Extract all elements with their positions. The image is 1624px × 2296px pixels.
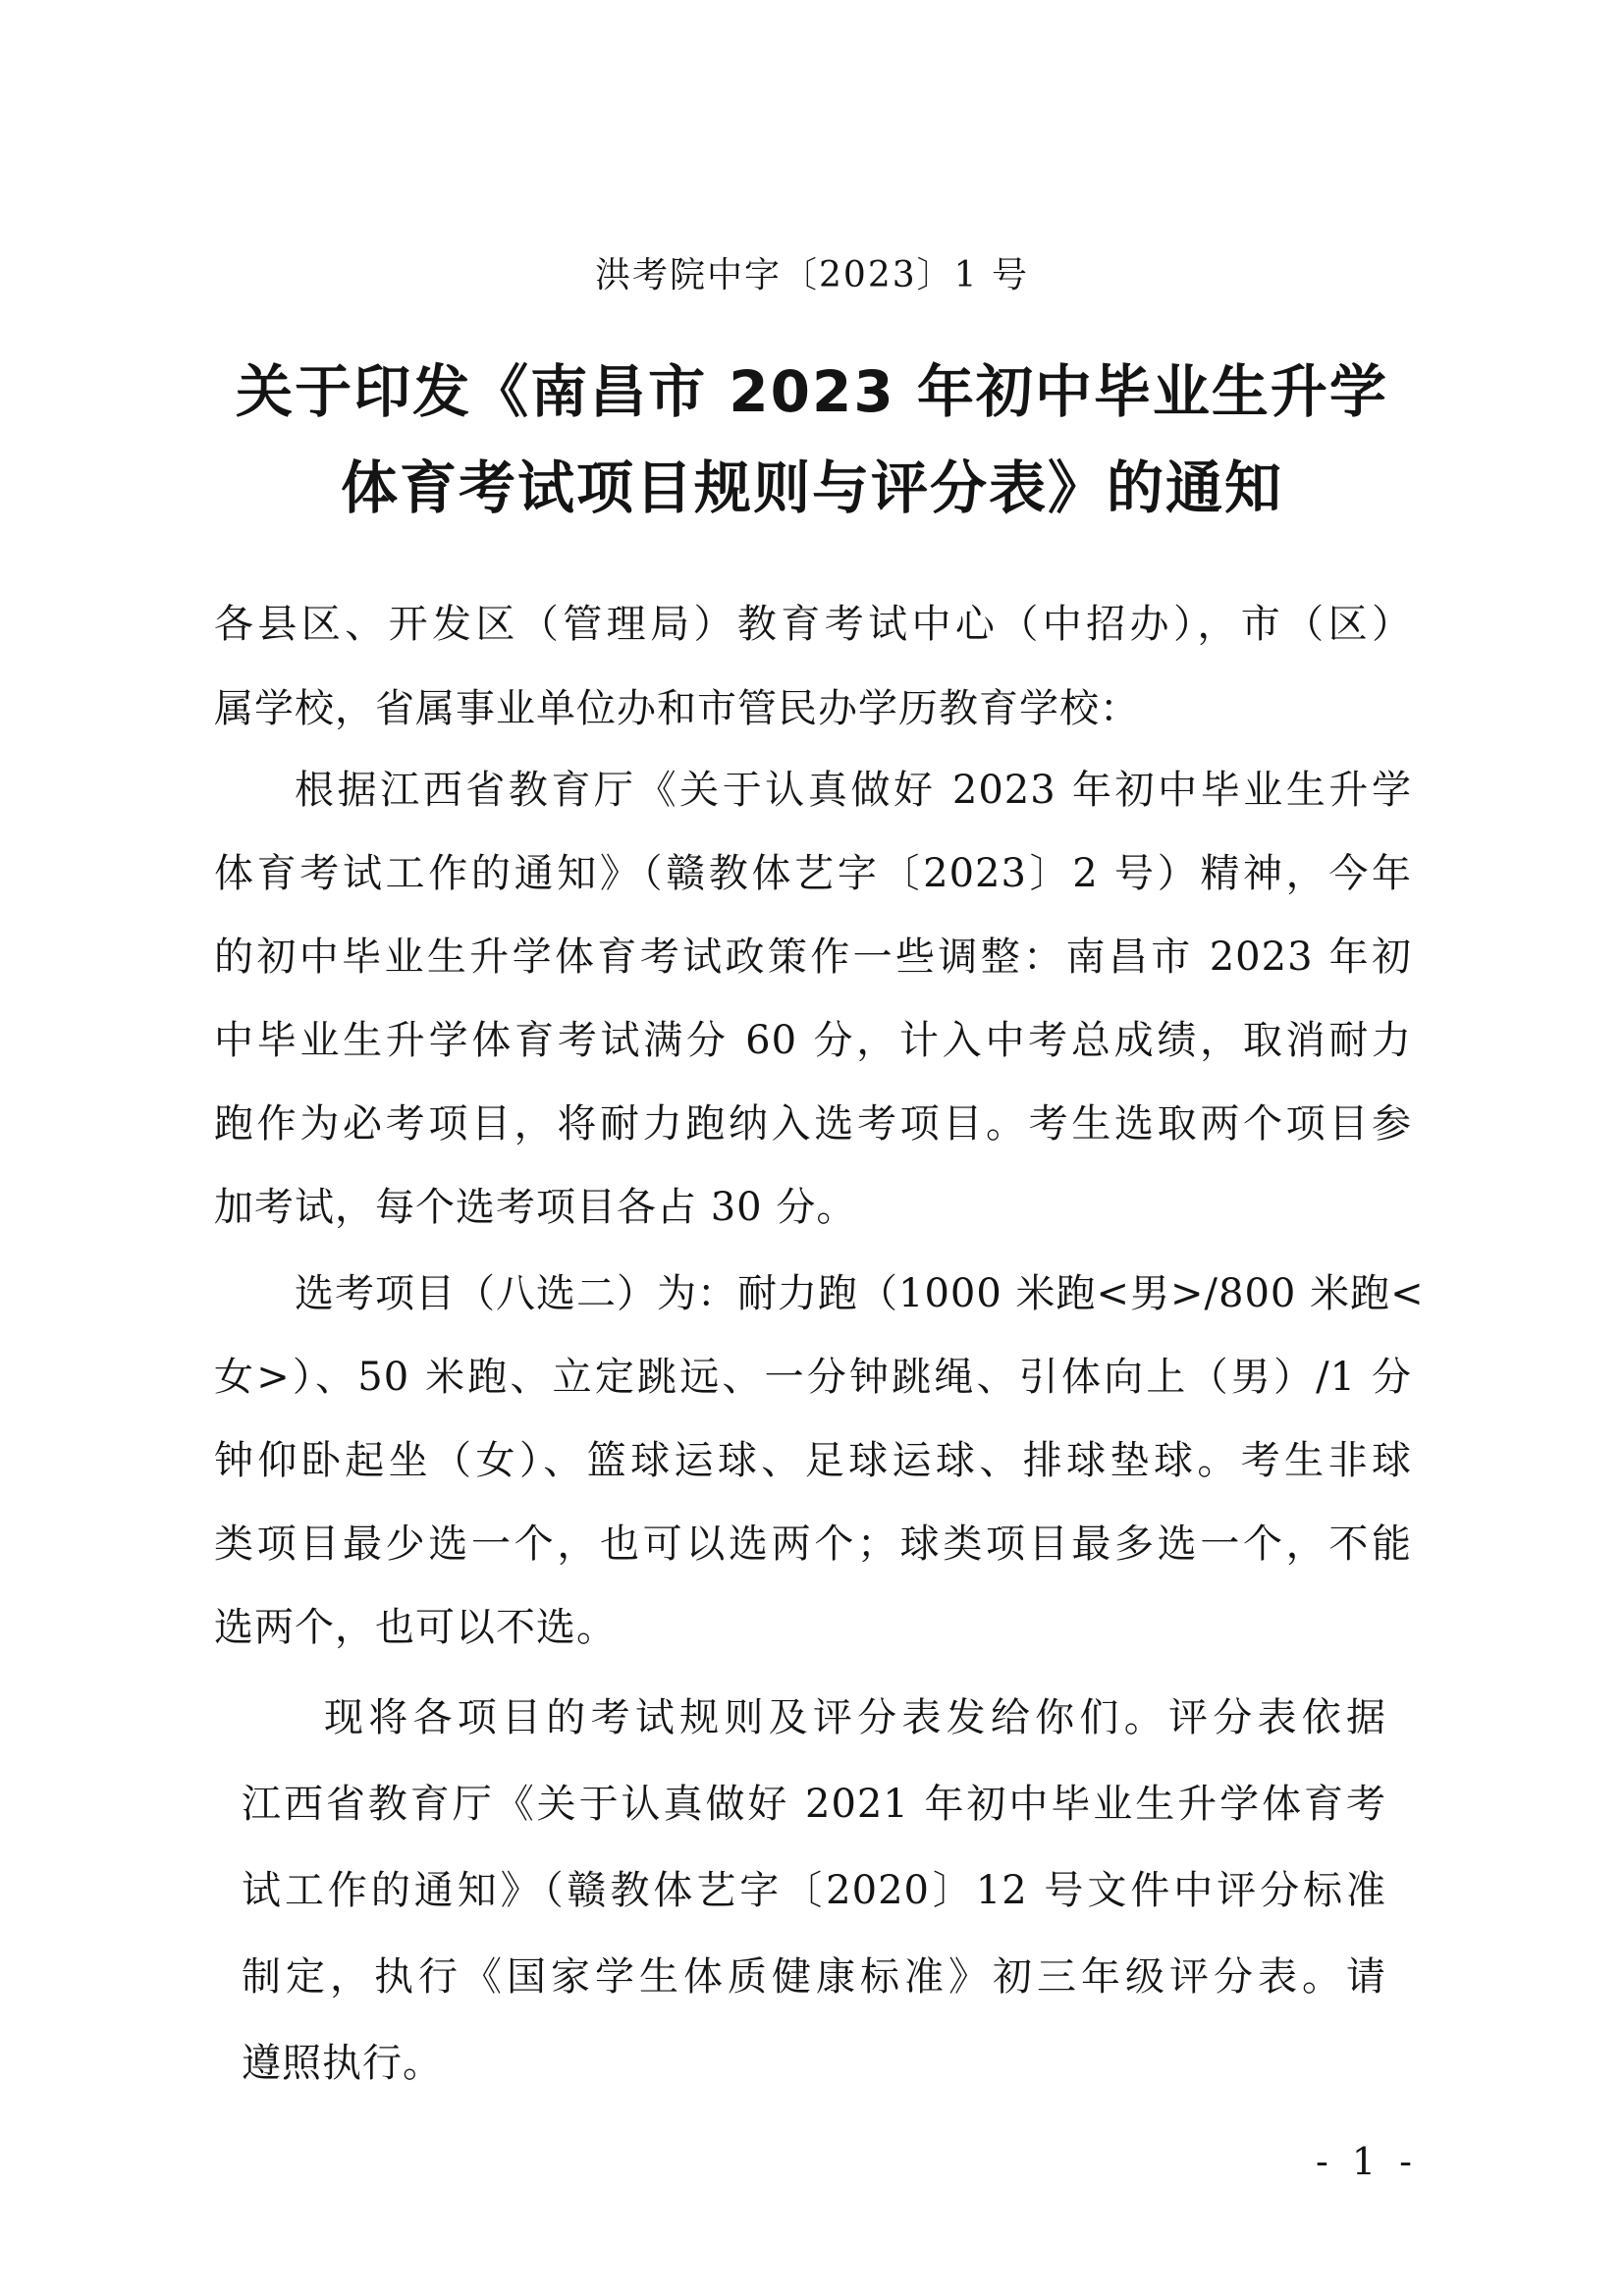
paragraph-2-line: 选两个，也可以不选。	[214, 1605, 617, 1650]
paragraph-2-line: 女>）、50 米跑、立定跳远、一分钟跳绳、引体向上（男）/1 分	[214, 1355, 1412, 1400]
paragraph-1-line: 体育考试工作的通知》（赣教体艺字〔2023〕2 号）精神，今年	[214, 851, 1412, 896]
paragraph-1-line: 跑作为必考项目，将耐力跑纳入选考项目。考生选取两个项目参	[214, 1101, 1412, 1147]
paragraph-1-line: 根据江西省教育厅《关于认真做好 2023 年初中毕业生升学	[295, 768, 1412, 813]
document-number: 洪考院中字〔2023〕1 号	[595, 255, 1029, 295]
addressee-line-1: 各县区、开发区（管理局）教育考试中心（中招办），市（区）	[214, 602, 1412, 647]
paragraph-2-line: 类项目最少选一个，也可以选两个；球类项目最多选一个，不能	[214, 1522, 1412, 1567]
paragraph-3-line: 现将各项目的考试规则及评分表发给你们。评分表依据	[324, 1695, 1386, 1740]
document-title-line-2: 体育考试项目规则与评分表》的通知	[340, 454, 1283, 521]
paragraph-3-line: 江西省教育厅《关于认真做好 2021 年初中毕业生升学体育考	[242, 1782, 1386, 1827]
paragraph-1-line: 中毕业生升学体育考试满分 60 分，计入中考总成绩，取消耐力	[214, 1018, 1412, 1063]
paragraph-3-line: 遵照执行。	[242, 2041, 443, 2086]
paragraph-3-line: 试工作的通知》（赣教体艺字〔2020〕12 号文件中评分标准	[242, 1868, 1386, 1913]
addressee-line-2: 属学校，省属事业单位办和市管民办学历教育学校：	[214, 686, 1140, 731]
document-title-line-1: 关于印发《南昌市 2023 年初中毕业生升学	[236, 358, 1388, 425]
paragraph-3-line: 制定，执行《国家学生体质健康标准》初三年级评分表。请	[242, 1954, 1386, 2000]
paragraph-1-line: 加考试，每个选考项目各占 30 分。	[214, 1185, 857, 1230]
page-number: - 1 -	[1316, 2140, 1419, 2183]
paragraph-2-line: 钟仰卧起坐（女）、篮球运球、足球运球、排球垫球。考生非球	[214, 1438, 1412, 1483]
paragraph-2-line: 选考项目（八选二）为：耐力跑（1000 米跑<男>/800 米跑<	[295, 1271, 1425, 1316]
paragraph-1-line: 的初中毕业生升学体育考试政策作一些调整：南昌市 2023 年初	[214, 934, 1412, 980]
